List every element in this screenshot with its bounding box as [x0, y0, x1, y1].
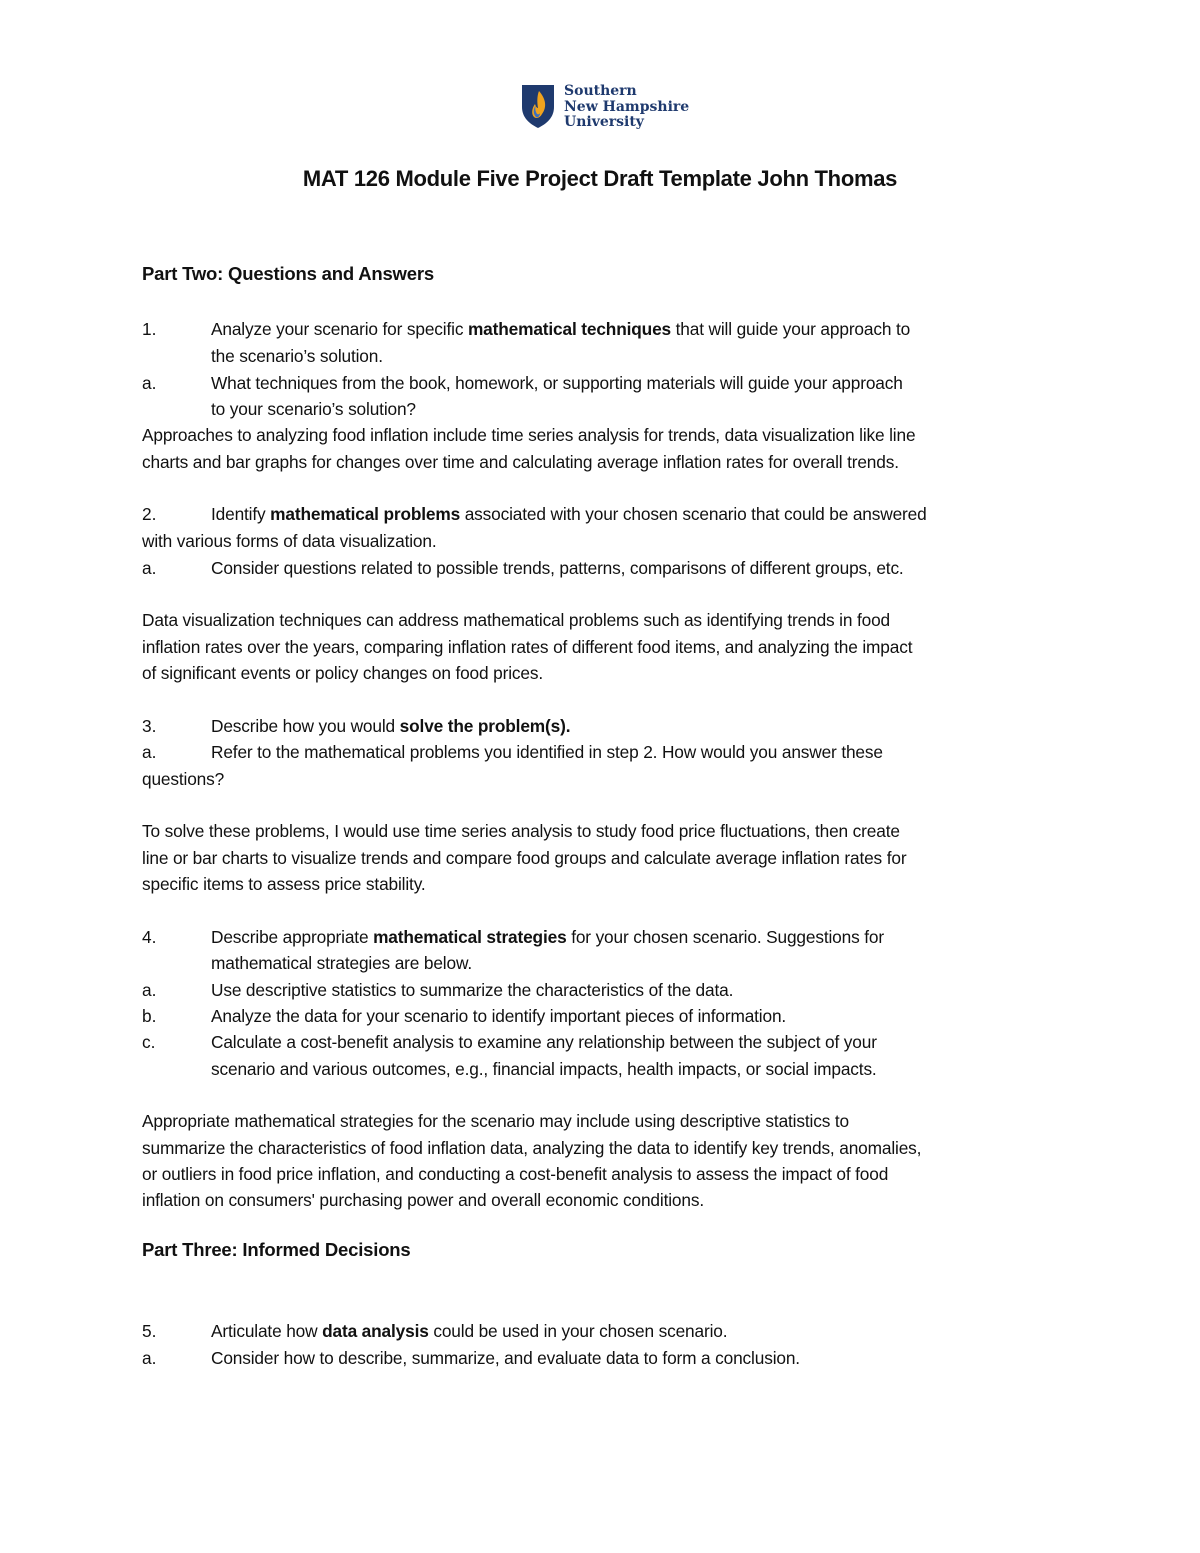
q3-answer-line: specific items to assess price stability.	[142, 874, 426, 894]
q3-keyword: solve the problem(s)	[399, 716, 566, 736]
q4-prompt: Describe appropriate mathematical strategies for your chosen scenario. Suggestions for	[211, 927, 884, 947]
q3-sub-a-label: a.	[142, 742, 157, 762]
logo-line-3: University	[564, 114, 644, 130]
logo-line-1: Southern	[564, 83, 637, 99]
q4-answer-line: inflation on consumers' purchasing power and overall economic conditions.	[142, 1190, 704, 1210]
q5-sub-a-label: a.	[142, 1348, 157, 1368]
q3-answer-line: line or bar charts to visualize trends and compare food groups and calculate average inflation rates for	[142, 848, 907, 868]
q4-sub-item: Calculate a cost-benefit analysis to examine any relationship between the subject of your	[211, 1032, 877, 1052]
q1-sub-a-label: a.	[142, 373, 157, 393]
university-logo	[520, 83, 689, 131]
q3-sub-a: Refer to the mathematical problems you identified in step 2. How would you answer these	[211, 742, 883, 762]
q4-sub-item: Analyze the data for your scenario to identify important pieces of information.	[211, 1006, 787, 1026]
q4-prompt-cont: mathematical strategies are below.	[211, 953, 472, 973]
q2-prompt-cont: with various forms of data visualization.	[142, 531, 437, 551]
q4-sub-c-cont: scenario and various outcomes, e.g., financial impacts, health impacts, or social impacts.	[211, 1059, 877, 1079]
q4-sub-label: a.	[142, 980, 157, 1000]
q2-answer-line: Data visualization techniques can address mathematical problems such as identifying trends in food	[142, 610, 891, 630]
q4-answer-line: Appropriate mathematical strategies for the scenario may include using descriptive statistics to	[142, 1111, 849, 1131]
q3-prompt: Describe how you would solve the problem(s).	[211, 716, 571, 736]
q5-keyword: data analysis	[322, 1321, 429, 1341]
q4-keyword: mathematical strategies	[373, 927, 567, 947]
q4-number: 4.	[142, 927, 157, 947]
q1-keyword: mathematical techniques	[467, 319, 671, 339]
q2-keyword: mathematical problems	[270, 504, 461, 524]
q3-number: 3.	[142, 716, 157, 736]
q1-sub-a-cont: to your scenario’s solution?	[211, 399, 416, 419]
q4-answer-line: or outliers in food price inflation, and conducting a cost-benefit analysis to assess the impact of food	[142, 1164, 889, 1184]
q5-number: 5.	[142, 1321, 157, 1341]
q4-sub-label: c.	[142, 1032, 156, 1052]
q1-answer-line: charts and bar graphs for changes over time and calculating average inflation rates for overall trends.	[142, 452, 899, 472]
part-two-heading: Part Two: Questions and Answers	[142, 263, 434, 284]
q2-prompt: Identify mathematical problems associated with your chosen scenario that could be answered	[211, 504, 927, 524]
q1-prompt: Analyze your scenario for specific mathematical techniques that will guide your approach to	[211, 319, 911, 339]
q4-sub-label: b.	[142, 1006, 157, 1026]
q1-sub-a: What techniques from the book, homework, or supporting materials will guide your approach	[211, 373, 903, 393]
q4-answer-line: summarize the characteristics of food inflation data, analyzing the data to identify key trends, anomalies,	[142, 1138, 922, 1158]
q5-prompt: Articulate how data analysis could be used in your chosen scenario.	[211, 1321, 728, 1341]
q3-sub-a-cont: questions?	[142, 769, 225, 789]
q1-prompt-cont: the scenario’s solution.	[211, 346, 383, 366]
q1-number: 1.	[142, 319, 157, 339]
part-three-heading: Part Three: Informed Decisions	[142, 1239, 411, 1260]
q2-answer-line: inflation rates over the years, comparing inflation rates of different food items, and analyzing the impact	[142, 637, 913, 657]
q2-number: 2.	[142, 504, 157, 524]
q2-sub-a: Consider questions related to possible trends, patterns, comparisons of different groups, etc.	[211, 558, 904, 578]
q2-sub-a-label: a.	[142, 558, 157, 578]
q3-answer-line: To solve these problems, I would use time series analysis to study food price fluctuations, then create	[142, 821, 900, 841]
q2-answer-line: of significant events or policy changes on food prices.	[142, 663, 543, 683]
q1-answer-line: Approaches to analyzing food inflation include time series analysis for trends, data visualization like line	[142, 425, 916, 445]
q4-sub-item: Use descriptive statistics to summarize the characteristics of the data.	[211, 980, 734, 1000]
q5-sub-a: Consider how to describe, summarize, and evaluate data to form a conclusion.	[211, 1348, 800, 1368]
document-title: MAT 126 Module Five Project Draft Template John Thomas	[302, 166, 898, 191]
flame-shield-icon	[520, 83, 556, 129]
logo-line-2: New Hampshire	[564, 98, 690, 115]
